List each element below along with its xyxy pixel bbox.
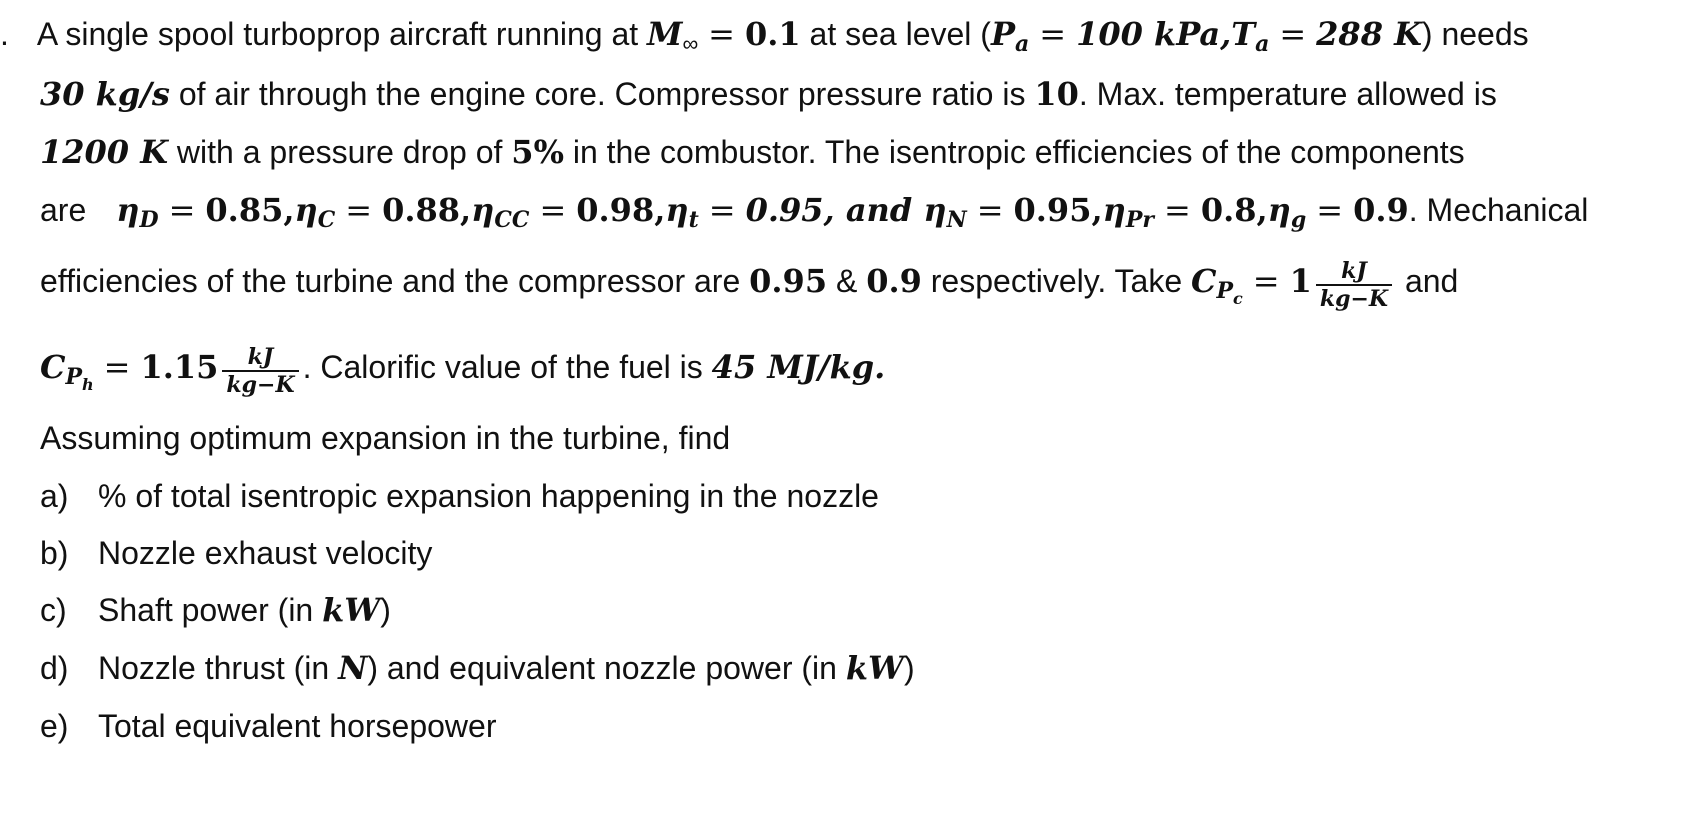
equals-sign: = bbox=[1164, 191, 1191, 229]
eta-t-symbol: η bbox=[665, 191, 689, 229]
eta-d-symbol: η bbox=[116, 191, 140, 229]
cp-cold-unit-fraction bbox=[1316, 258, 1392, 312]
line4-text-2: . Mechanical bbox=[1408, 192, 1589, 228]
line6-text-1: . Calorific value of the fuel is bbox=[302, 349, 712, 385]
max-temperature-value: 1200 K bbox=[40, 133, 169, 171]
eta-t-value: 0.95, and bbox=[745, 191, 924, 229]
problem-line-3 bbox=[40, 132, 1465, 172]
eta-c-value: 0.88, bbox=[382, 191, 472, 229]
line5-text-3: and bbox=[1396, 263, 1459, 299]
equals-sign: = bbox=[708, 15, 735, 53]
equals-sign: = bbox=[1279, 15, 1307, 53]
turbine-mech-eff-value: 0.95 bbox=[749, 262, 828, 300]
equals-sign: = bbox=[1252, 262, 1280, 300]
question-item-b bbox=[40, 533, 432, 573]
unit-n: N bbox=[338, 649, 368, 687]
fraction-numerator: kJ bbox=[222, 344, 298, 372]
compressor-mech-eff-value: 0.9 bbox=[866, 262, 922, 300]
mach-subscript: ∞ bbox=[682, 31, 699, 56]
question-item-c bbox=[40, 590, 391, 630]
fraction-denominator: kg−K bbox=[226, 372, 295, 398]
eta-pr-subscript: Pr bbox=[1125, 207, 1154, 233]
item-text-mid: ) and equivalent nozzle power (in bbox=[367, 650, 846, 686]
eta-g-symbol: η bbox=[1267, 191, 1291, 229]
eta-pr-symbol: η bbox=[1102, 191, 1126, 229]
cp-cold-subscript-p: P bbox=[1216, 278, 1234, 304]
eta-d-value: 0.85, bbox=[205, 191, 295, 229]
temperature-value: 288 K bbox=[1316, 15, 1422, 53]
mach-value: 0.1 bbox=[744, 15, 801, 53]
mach-symbol: M bbox=[647, 15, 683, 53]
problem-line-5 bbox=[40, 258, 1458, 312]
item-text-pre: Shaft power (in bbox=[98, 592, 323, 628]
eta-cc-value: 0.98, bbox=[576, 191, 666, 229]
cp-hot-subscript bbox=[65, 364, 94, 394]
cp-cold-subscript bbox=[1216, 278, 1243, 308]
cp-hot-subscript-p: P bbox=[65, 364, 83, 390]
equals-sign: = bbox=[539, 191, 567, 229]
eta-cc-subscript: CC bbox=[494, 207, 530, 233]
equals-sign: = bbox=[976, 191, 1004, 229]
cp-hot-subsubscript: h bbox=[82, 375, 94, 394]
eta-n-value: 0.95, bbox=[1013, 191, 1103, 229]
pressure-ratio-value: 10 bbox=[1034, 75, 1079, 113]
equals-sign: = bbox=[345, 191, 373, 229]
problem-line-4 bbox=[40, 190, 1589, 233]
question-item-a bbox=[40, 476, 879, 516]
ampersand: & bbox=[827, 263, 867, 299]
eta-n-symbol: η bbox=[923, 191, 947, 229]
problem-number-fragment: . bbox=[0, 16, 9, 52]
cp-cold-subsubscript: c bbox=[1233, 289, 1243, 308]
item-text-pre: Nozzle thrust (in bbox=[98, 650, 339, 686]
problem-line-7: Assuming optimum expansion in the turbine, find bbox=[40, 420, 731, 456]
unit-kw: kW bbox=[845, 649, 904, 687]
temperature-symbol: T bbox=[1231, 15, 1256, 53]
item-text: Nozzle exhaust velocity bbox=[98, 535, 433, 571]
equals-sign: = bbox=[1316, 191, 1344, 229]
question-item-e bbox=[40, 706, 496, 746]
cp-cold-value: 1 bbox=[1289, 262, 1312, 300]
item-label: c) bbox=[40, 592, 67, 628]
item-text-post: ) bbox=[380, 592, 391, 628]
item-text: Total equivalent horsepower bbox=[98, 708, 497, 744]
line3-text-2: in the combustor. The isentropic efficiencies of the components bbox=[563, 134, 1465, 170]
eta-c-symbol: η bbox=[294, 191, 318, 229]
eta-pr-value: 0.8, bbox=[1200, 191, 1268, 229]
problem-line-1 bbox=[0, 14, 1529, 57]
temperature-subscript: a bbox=[1255, 31, 1270, 57]
line4-text-1: are bbox=[40, 192, 87, 228]
line1-text-1: A single spool turboprop aircraft running at bbox=[36, 16, 648, 52]
eta-cc-symbol: η bbox=[471, 191, 495, 229]
equals-sign: = bbox=[103, 348, 131, 386]
item-label: b) bbox=[40, 535, 69, 571]
fraction-numerator: kJ bbox=[1316, 258, 1392, 286]
equals-sign: = bbox=[708, 191, 736, 229]
problem-line-2 bbox=[40, 74, 1497, 114]
line5-text-2: respectively. Take bbox=[921, 263, 1192, 299]
pressure-symbol: P bbox=[990, 15, 1015, 53]
cp-hot-value: 1.15 bbox=[140, 348, 219, 386]
item-label: e) bbox=[40, 708, 69, 744]
calorific-value: 45 MJ/kg. bbox=[711, 348, 886, 386]
line3-text-1: with a pressure drop of bbox=[168, 134, 512, 170]
equals-sign: = bbox=[1039, 15, 1067, 53]
line2-text-1: of air through the engine core. Compressor pressure ratio is bbox=[169, 76, 1035, 112]
eta-c-subscript: C bbox=[317, 207, 336, 233]
line5-text-1: efficiencies of the turbine and the compressor are bbox=[40, 263, 750, 299]
eta-d-subscript: D bbox=[139, 207, 159, 233]
item-label: d) bbox=[40, 650, 69, 686]
item-text: % of total isentropic expansion happening in the nozzle bbox=[98, 478, 879, 514]
question-item-d bbox=[40, 648, 915, 688]
line1-text-3: ) needs bbox=[1421, 16, 1529, 52]
cp-hot-unit-fraction bbox=[222, 344, 298, 398]
line2-text-2: . Max. temperature allowed is bbox=[1078, 76, 1497, 112]
pressure-subscript: a bbox=[1015, 31, 1030, 57]
line1-text-2: at sea level ( bbox=[800, 16, 991, 52]
pressure-drop-value: 5% bbox=[511, 133, 564, 171]
eta-n-subscript: N bbox=[946, 207, 967, 233]
unit-kw: kW bbox=[322, 591, 381, 629]
cp-hot-symbol: C bbox=[40, 348, 66, 386]
problem-line-6 bbox=[40, 344, 885, 398]
eta-g-value: 0.9 bbox=[1353, 191, 1409, 229]
mass-flow-value: 30 kg/s bbox=[40, 75, 170, 113]
item-label: a) bbox=[40, 478, 69, 514]
equals-sign: = bbox=[168, 191, 196, 229]
fraction-denominator: kg−K bbox=[1319, 286, 1389, 312]
cp-cold-symbol: C bbox=[1191, 262, 1217, 300]
item-text-post: ) bbox=[903, 650, 915, 686]
pressure-value: 100 kPa, bbox=[1076, 15, 1232, 53]
eta-g-subscript: g bbox=[1290, 207, 1307, 233]
eta-t-subscript: t bbox=[688, 207, 699, 233]
